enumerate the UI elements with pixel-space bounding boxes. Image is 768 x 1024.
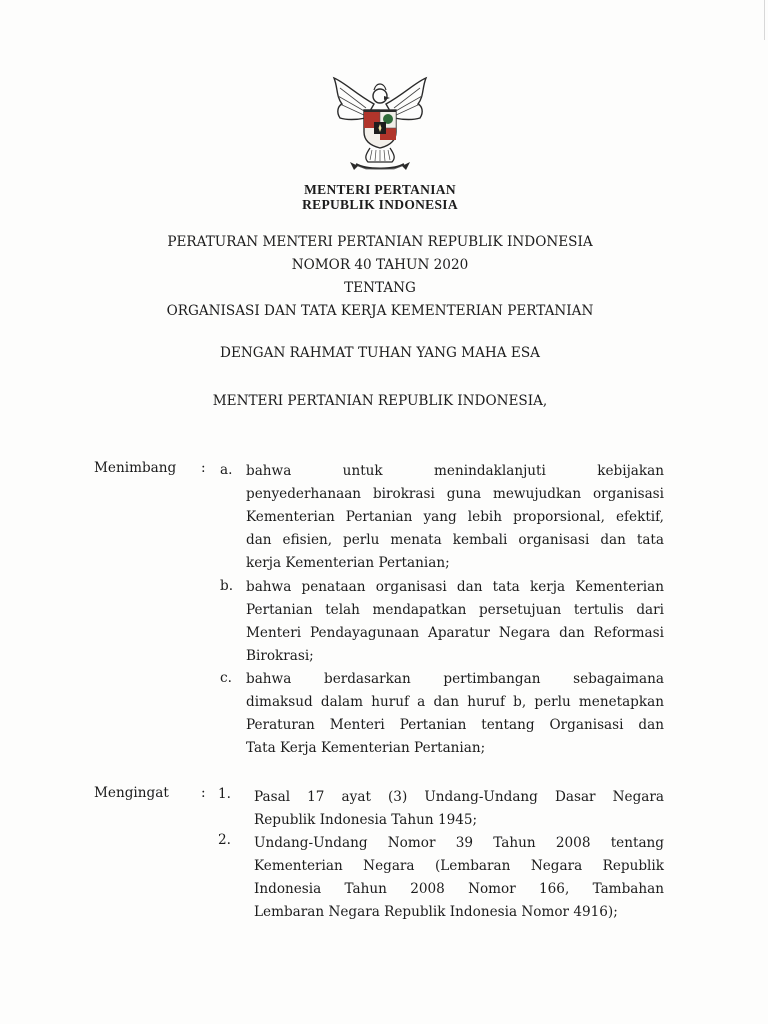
text-line: Republik Indonesia Tahun 1945; (254, 812, 478, 828)
text-line: bahwa berdasarkan pertimbangan sebagaimana (246, 671, 664, 687)
menimbang-marker-a: a. (220, 462, 233, 478)
text-line: dimaksud dalam huruf a dan huruf b, perlu menetapkan (246, 694, 664, 710)
garuda-emblem-icon (326, 74, 434, 174)
text-line: Lembaran Negara Republik Indonesia Nomor 4916); (254, 904, 618, 920)
menimbang-label: Menimbang (94, 460, 177, 476)
text-line: penyederhanaan birokrasi guna mewujudkan organisasi (246, 486, 664, 502)
title-line-4: ORGANISASI DAN TATA KERJA KEMENTERIAN PERTANIAN (166, 303, 594, 319)
text-line: kerja Kementerian Pertanian; (246, 555, 450, 571)
text-line: Undang-Undang Nomor 39 Tahun 2008 tentang (254, 835, 664, 851)
text-line: Pertanian telah mendapatkan persetujuan tertulis dari (246, 602, 664, 618)
text-line: Kementerian Pertanian yang lebih proporsional, efektif, (246, 509, 664, 525)
mengingat-item-1 (254, 786, 664, 832)
text-line: Tata Kerja Kementerian Pertanian; (246, 740, 486, 756)
menimbang-marker-c: c. (220, 670, 232, 686)
mengingat-colon: : (201, 785, 206, 801)
text-line: Peraturan Menteri Pertanian tentang Organisasi dan (246, 717, 664, 733)
ministry-line-2: REPUBLIK INDONESIA (302, 197, 458, 212)
ministry-heading (240, 182, 520, 212)
text-line: Indonesia Tahun 2008 Nomor 166, Tambahan (254, 881, 664, 897)
text-line: bahwa untuk menindaklanjuti kebijakan (246, 463, 664, 479)
ministry-line-1: MENTERI PERTANIAN (304, 182, 456, 197)
text-line: Menteri Pendayagunaan Aparatur Negara dan Reformasi (246, 625, 664, 641)
text-line: bahwa penataan organisasi dan tata kerja Kementerian (246, 579, 664, 595)
minister-line: MENTERI PERTANIAN REPUBLIK INDONESIA, (212, 393, 548, 409)
text-line: Kementerian Negara (Lembaran Negara Republik (254, 858, 664, 874)
menimbang-marker-b: b. (220, 578, 234, 594)
scan-edge-line (764, 0, 765, 40)
mengingat-label: Mengingat (94, 785, 169, 801)
mengingat-marker-1: 1. (218, 786, 231, 802)
mengingat-marker-2: 2. (218, 832, 231, 848)
menimbang-item-b (246, 576, 664, 668)
text-line: Pasal 17 ayat (3) Undang-Undang Dasar Negara (254, 789, 664, 805)
regulation-title (80, 231, 680, 323)
menimbang-colon: : (201, 460, 206, 476)
title-line-2: NOMOR 40 TAHUN 2020 (291, 257, 469, 273)
title-line-1: PERATURAN MENTERI PERTANIAN REPUBLIK INDONESIA (167, 234, 593, 250)
text-line: dan efisien, perlu menata kembali organisasi dan tata (246, 532, 664, 548)
menimbang-item-a (246, 460, 664, 575)
text-line: Birokrasi; (246, 648, 314, 664)
invocation: DENGAN RAHMAT TUHAN YANG MAHA ESA (220, 345, 540, 361)
menimbang-item-c (246, 668, 664, 760)
title-line-3: TENTANG (344, 280, 416, 296)
mengingat-item-2 (254, 832, 664, 924)
